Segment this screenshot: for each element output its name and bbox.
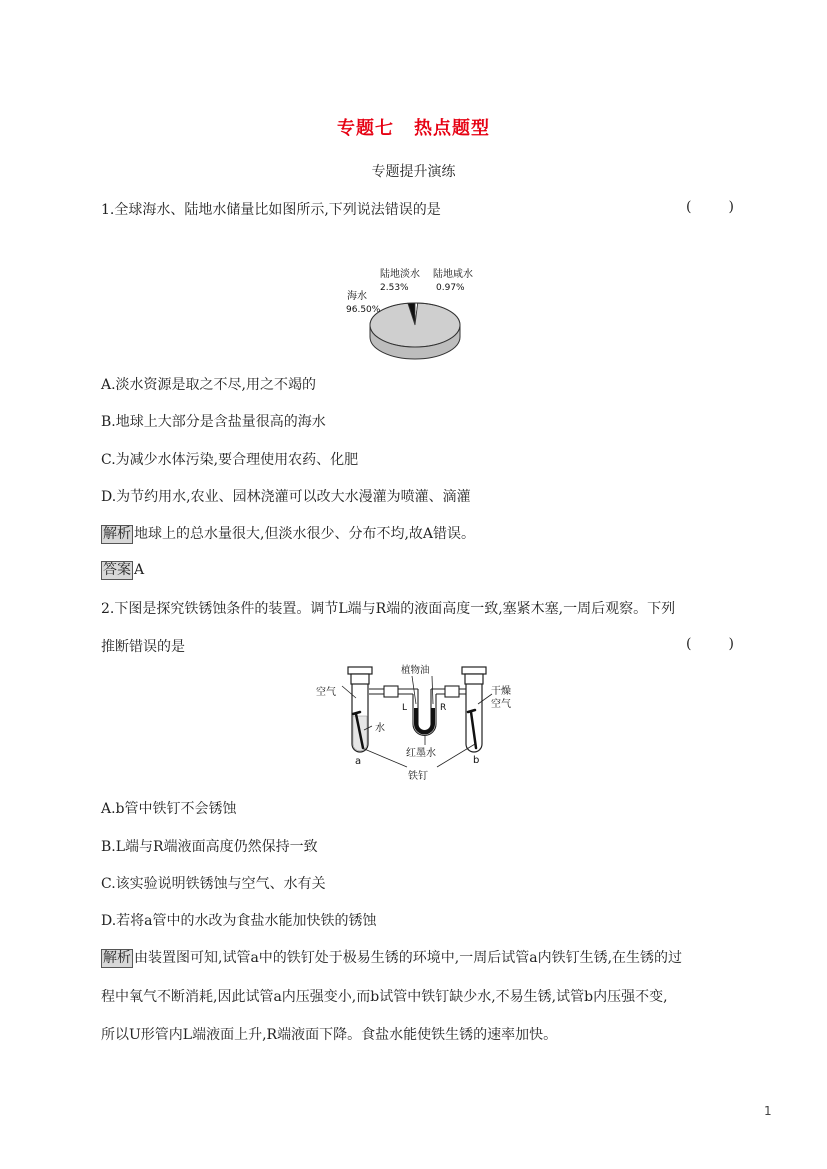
q1-option-c: C.为减少水体污染,要合理使用农药、化肥: [101, 452, 359, 468]
q1-pie-chart: [340, 262, 490, 372]
label-dry-1: 干燥: [491, 686, 511, 697]
q2-analysis-line-2: 程中氧气不断消耗,因此试管a内压强变小,而b试管中铁钉缺少水,不易生锈,试管b内压强不变,: [101, 989, 668, 1005]
label-water: 水: [375, 723, 385, 734]
label-oil: 植物油: [401, 665, 430, 676]
analysis-tag: 解析: [103, 526, 131, 542]
label-nail: 铁钉: [408, 771, 428, 782]
title-part-1: 专题七: [337, 118, 394, 139]
q2-option-c: C.该实验说明铁锈蚀与空气、水有关: [101, 876, 326, 892]
q1-analysis-text: 地球上的总水量很大,但淡水很少、分布不均,故A错误。: [134, 526, 476, 542]
label-dry-2: 空气: [491, 699, 511, 710]
label-tube-a: a: [355, 756, 362, 767]
q2-analysis-text-1: 由装置图可知,试管a中的铁钉处于极易生锈的环境中,一周后试管a内铁钉生锈,在生锈的过: [134, 950, 683, 966]
label-air: 空气: [316, 687, 336, 698]
q1-option-b: B.地球上大部分是含盐量很高的海水: [101, 414, 326, 430]
label-tube-b: b: [473, 755, 480, 766]
q2-analysis-line-3: 所以U形管内L端液面上升,R端液面下降。食盐水能使铁生锈的速率加快。: [101, 1027, 558, 1043]
q2-apparatus-figure: [312, 664, 522, 788]
answer-tag: 答案: [103, 562, 131, 578]
label-R: R: [440, 703, 447, 713]
q2-answer-bracket: [686, 636, 734, 652]
q2-bracket-open: (: [686, 636, 692, 652]
pie-value-fresh: 2.53%: [380, 283, 409, 293]
q1-bracket-close: ): [728, 199, 734, 215]
page-subtitle: 专题提升演练: [371, 164, 456, 180]
label-red-ink: 红墨水: [406, 748, 436, 759]
pie-body: [370, 303, 460, 359]
q1-answer-text: A: [134, 562, 145, 578]
label-L: L: [402, 703, 408, 713]
page-number: 1: [764, 1104, 772, 1118]
q2-option-a: A.b管中铁钉不会锈蚀: [101, 801, 237, 817]
analysis-tag: 解析: [103, 950, 131, 966]
pie-label-sea: 海水: [347, 291, 367, 302]
pie-label-fresh: 陆地淡水: [380, 269, 420, 280]
q1-analysis: [101, 523, 475, 544]
q1-option-a: A.淡水资源是取之不尽,用之不竭的: [101, 377, 317, 393]
pie-value-sea: 96.50%: [346, 305, 381, 315]
q1-answer: [101, 561, 144, 580]
q1-bracket-open: (: [686, 199, 692, 215]
q1-stem: 1.全球海水、陆地水储量比如图所示,下列说法错误的是: [101, 202, 441, 218]
iron-nail-b: [468, 710, 476, 748]
title-part-2: 热点题型: [414, 118, 490, 139]
q1-option-d: D.为节约用水,农业、园林浇灌可以改大水漫灌为喷灌、滴灌: [101, 489, 471, 505]
q2-stem-line-1: 2.下图是探究铁锈蚀条件的装置。调节L端与R端的液面高度一致,塞紧木塞,一周后观察。下列: [101, 601, 676, 617]
q2-option-b: B.L端与R端液面高度仍然保持一致: [101, 839, 318, 855]
page-title: [0, 114, 827, 140]
red-ink-liquid: [414, 708, 435, 735]
q2-stem-line-2: 推断错误的是: [101, 639, 185, 655]
q2-option-d: D.若将a管中的水改为食盐水能加快铁的锈蚀: [101, 913, 377, 929]
pie-label-salt: 陆地咸水: [433, 269, 473, 280]
q1-answer-bracket: [686, 199, 734, 215]
q2-bracket-close: ): [728, 636, 734, 652]
pie-value-salt: 0.97%: [436, 283, 465, 293]
q2-analysis-line-1: [101, 947, 682, 968]
